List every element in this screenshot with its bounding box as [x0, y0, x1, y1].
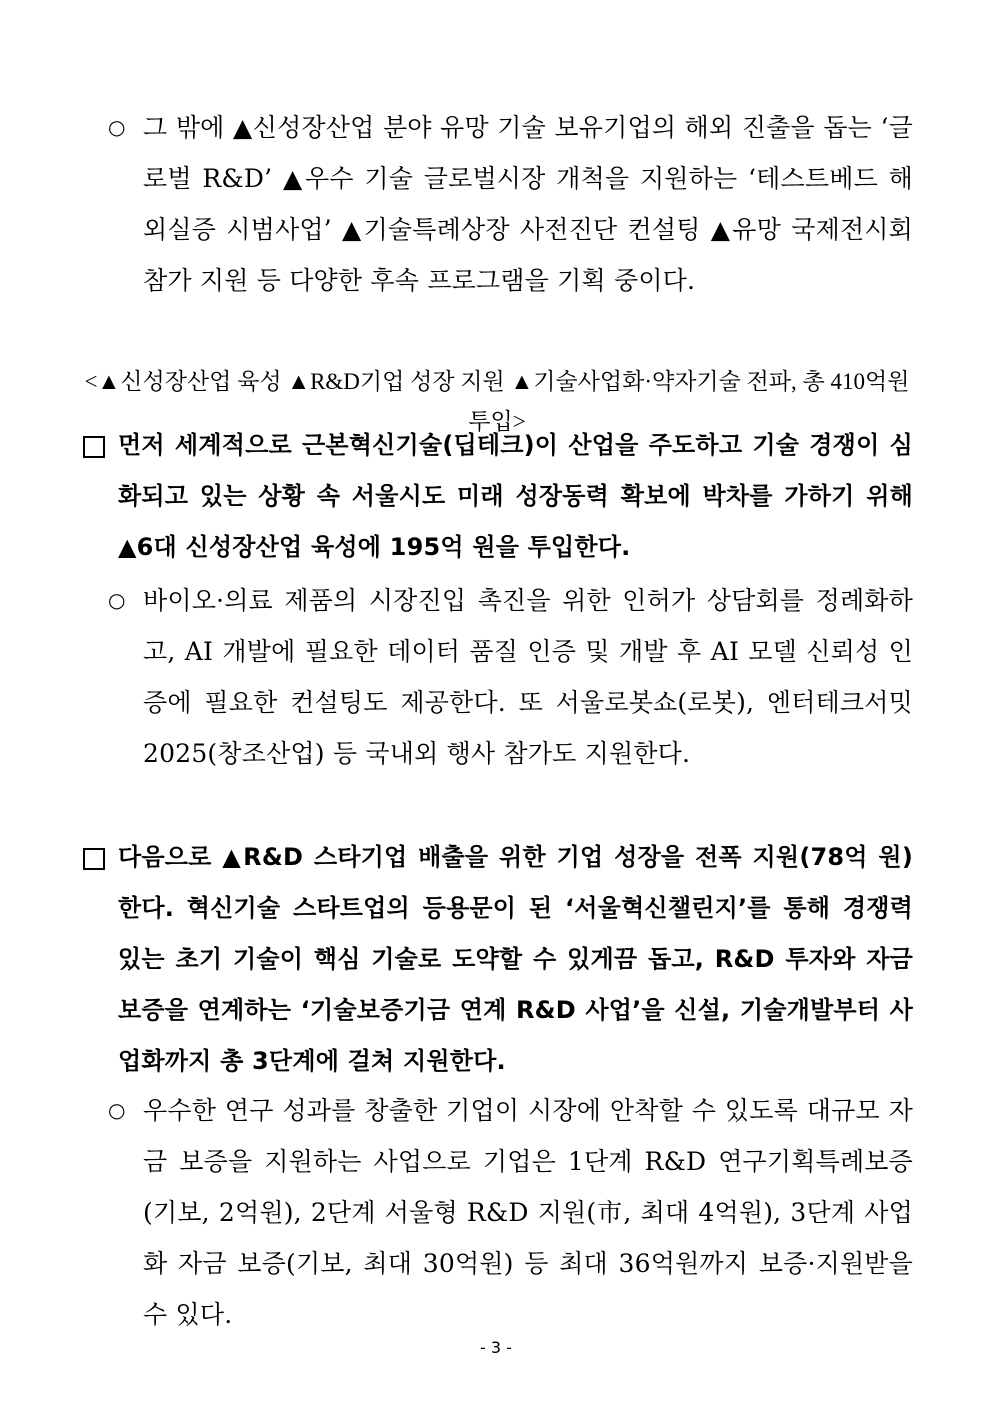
page-number: - 3 -	[480, 1338, 512, 1357]
square-bullet-icon	[83, 436, 105, 458]
circle-bullet-icon: ○	[108, 588, 126, 612]
circle-bullet-icon: ○	[108, 1098, 126, 1122]
paragraph-new-growth-industries: 먼저 세계적으로 근본혁신기술(딥테크)이 산업을 주도하고 기술 경쟁이 심화되고 있는 상황 속 서울시도 미래 성장동력 확보에 박차를 가하기 위해 ▲6대 신성장산업 육성에 195억 원을 투입한다.	[118, 431, 913, 561]
paragraph-bio-ai-support: 바이오·의료 제품의 시장진입 촉진을 위한 인허가 상담회를 정례화하고, AI 개발에 필요한 데이터 품질 인증 및 개발 후 AI 모델 신뢰성 인증에 필요한 컨설팅도 제공한다. 또 서울로봇쇼(로봇), 엔터테크서밋 2025(창조산업) 등 국내외 행사 참가도 지원한다.	[143, 586, 913, 768]
paragraph-rnd-star-companies: 다음으로 ▲R&D 스타기업 배출을 위한 기업 성장을 전폭 지원(78억 원)한다. 혁신기술 스타트업의 등용문이 된 ‘서울혁신챌린지’를 통해 경쟁력 있는 초기 기술이 핵심 기술로 도약할 수 있게끔 돕고, R&D 투자와 자금 보증을 연계하는 ‘기술보증기금 연계 R&D 사업’을 신설, 기술개발부터 사업화까지 총 3단계에 걸쳐 지원한다.	[118, 843, 913, 1075]
paragraph-funding-guarantee: 우수한 연구 성과를 창출한 기업이 시장에 안착할 수 있도록 대규모 자금 보증을 지원하는 사업으로 기업은 1단계 R&D 연구기획특례보증(기보, 2억원), 2단계 서울형 R&D 지원(市, 최대 4억원), 3단계 사업화 자금 보증(기보, 최대 30억원) 등 최대 36억원까지 보증·지원받을 수 있다.	[143, 1096, 913, 1329]
circle-bullet-icon: ○	[108, 115, 126, 139]
section-heading: <▲신성장산업 육성 ▲R&D기업 성장 지원 ▲기술사업화·약자기술 전파, 총 410억원 투입>	[84, 369, 910, 434]
square-bullet-icon	[83, 848, 105, 870]
paragraph-followup-programs: 그 밖에 ▲신성장산업 분야 유망 기술 보유기업의 해외 진출을 돕는 ‘글로벌 R&D’ ▲우수 기술 글로벌시장 개척을 지원하는 ‘테스트베드 해외실증 시범사업’ ▲기술특례상장 사전진단 컨설팅 ▲유망 국제전시회 참가 지원 등 다양한 후속 프로그램을 기획 중이다.	[143, 113, 913, 295]
